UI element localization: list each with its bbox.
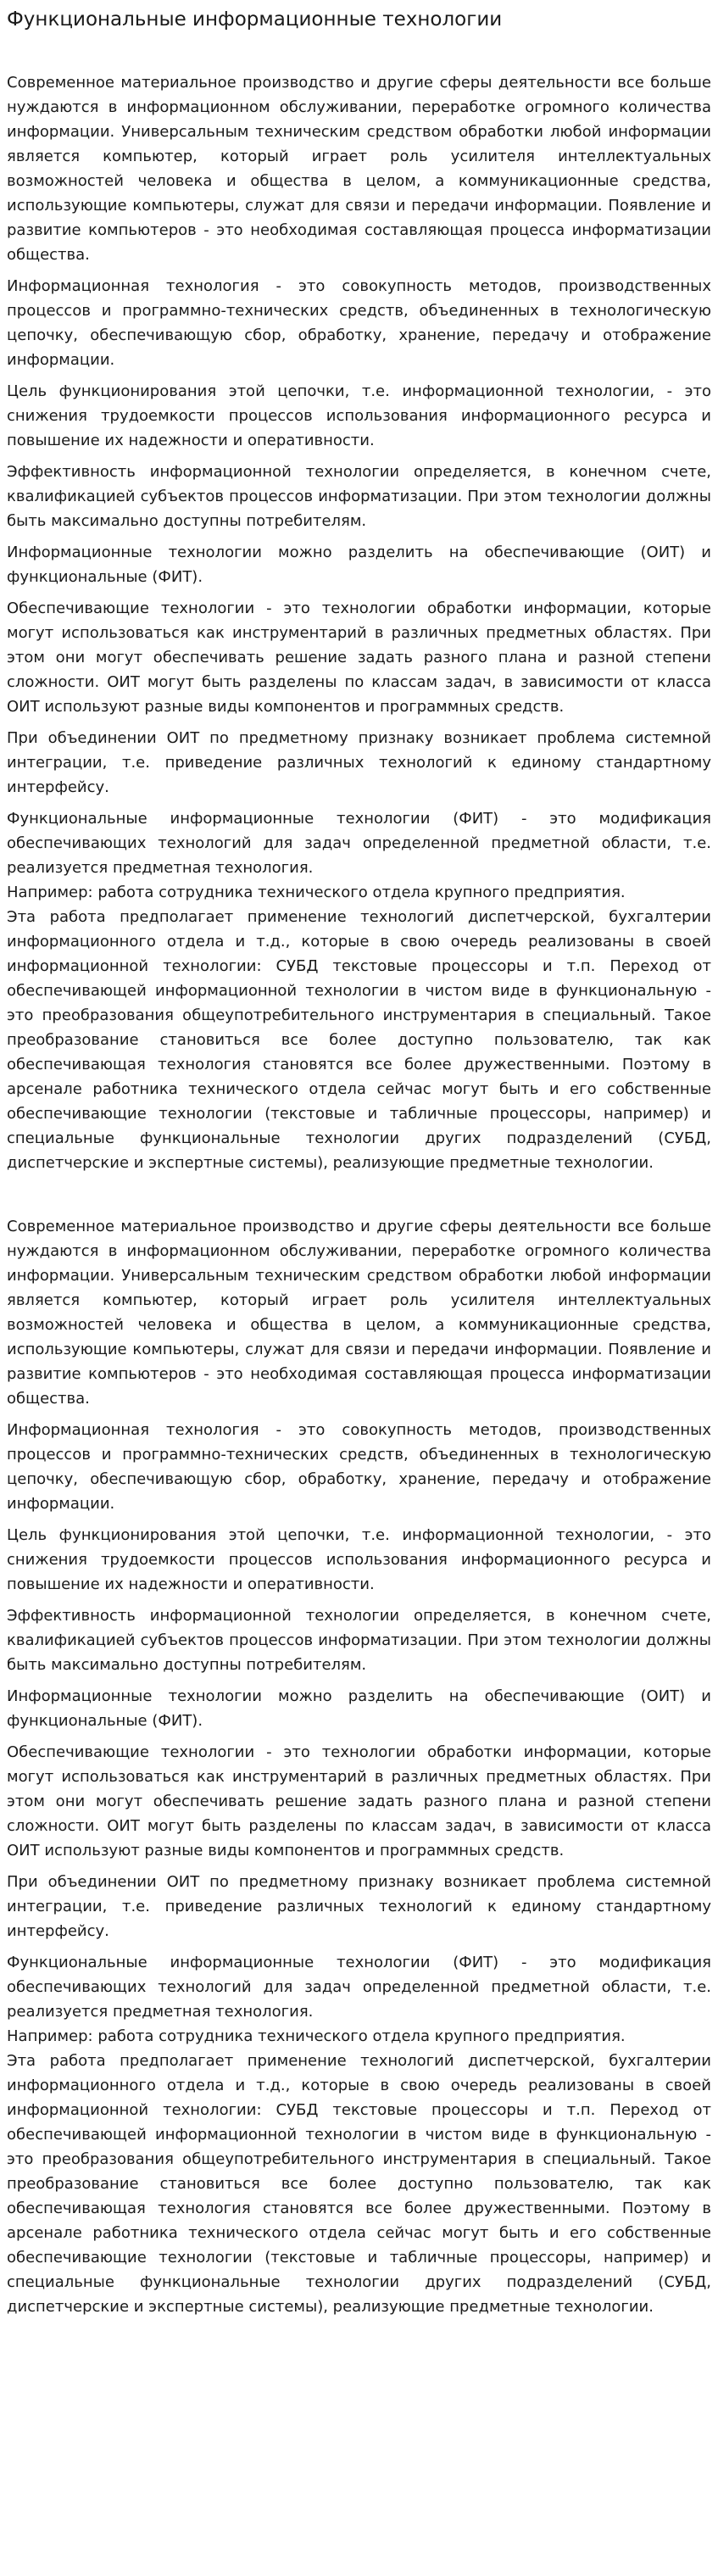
paragraph-example-details: Эта работа предполагает применение технологий диспетчерской, бухгалтерии информационного отдела и т.д., которые в свою очередь реализованы в своей информационной технологии: СУБД текстовые процессоры и т.п. Переход от обеспечивающей информационной технологии в чистом виде в функциональную - это преобразования общеупотребительного инструментария в специальный. Такое преобразование становиться все более доступно пользователю, так как обеспечивающая технология становятся все более дружественными. Поэтому в арсенале работника технического отдела сейчас могут быть и его собственные обеспечивающие технологии (текстовые и табличные процессоры, например) и специальные функциональные технологии других подразделений (СУБД, диспетчерские и экспертные системы), реализующие предметные технологии.	[7, 2052, 711, 2316]
paragraph-oit: Обеспечивающие технологии - это технологии обработки информации, которые могут использоваться как инструментарий в различных предметных областях. При этом они могут обеспечивать решение задать разного плана и разной степени сложности. ОИТ могут быть разделены по классам задач, в зависимости от класса ОИТ используют разные виды компонентов и программных средств.	[7, 599, 711, 716]
page-title: Функциональные информационные технологии	[7, 8, 503, 31]
paragraph-example-details: Эта работа предполагает применение технологий диспетчерской, бухгалтерии информационного отдела и т.д., которые в свою очередь реализованы в своей информационной технологии: СУБД текстовые процессоры и т.п. Переход от обеспечивающей информационной технологии в чистом виде в функциональную - это преобразования общеупотребительного инструментария в специальный. Такое преобразование становиться все более доступно пользователю, так как обеспечивающая технология становятся все более дружественными. Поэтому в арсенале работника технического отдела сейчас могут быть и его собственные обеспечивающие технологии (текстовые и табличные процессоры, например) и специальные функциональные технологии других подразделений (СУБД, диспетчерские и экспертные системы), реализующие предметные технологии.	[7, 908, 711, 1172]
paragraph-fit: Функциональные информационные технологии (ФИТ) - это модификация обеспечивающих технологий для задач определенной предметной области, т.е. реализуется предметная технология.	[7, 810, 711, 877]
paragraph-fit: Функциональные информационные технологии (ФИТ) - это модификация обеспечивающих технологий для задач определенной предметной области, т.е. реализуется предметная технология.	[7, 1954, 711, 2021]
paragraph-example: Например: работа сотрудника технического отдела крупного предприятия.	[7, 884, 626, 901]
paragraph-example: Например: работа сотрудника технического отдела крупного предприятия.	[7, 2027, 626, 2045]
paragraph-intro: Современное материальное производство и другие сферы деятельности все больше нуждаются в информационном обслуживании, переработке огромного количества информации. Универсальным техническим средством обработки любой информации является компьютер, который играет роль усилителя интеллектуальных возможностей человека и общества в целом, а коммуникационные средства, использующие компьютеры, служат для связи и передачи информации. Появление и развитие компьютеров - это необходимая составляющая процесса информатизации общества.	[7, 74, 711, 264]
closing-block	[7, 806, 711, 1175]
paragraph-intro: Современное материальное производство и другие сферы деятельности все больше нуждаются в информационном обслуживании, переработке огромного количества информации. Универсальным техническим средством обработки любой информации является компьютер, который играет роль усилителя интеллектуальных возможностей человека и общества в целом, а коммуникационные средства, использующие компьютеры, служат для связи и передачи информации. Появление и развитие компьютеров - это необходимая составляющая процесса информатизации общества.	[7, 1218, 711, 1408]
closing-block	[7, 1950, 711, 2319]
paragraph-efficiency: Эффективность информационной технологии определяется, в конечном счете, квалификацией субъектов процессов информатизации. При этом технологии должны быть максимально доступны потребителям.	[7, 463, 711, 530]
paragraph-goal: Цель функционирования этой цепочки, т.е. информационной технологии, - это снижения трудоемкости процессов использования информационного ресурса и повышение их надежности и оперативности.	[7, 1526, 711, 1593]
paragraph-integration: При объединении ОИТ по предметному признаку возникает проблема системной интеграции, т.е. приведение различных технологий к единому стандартному интерфейсу.	[7, 729, 711, 796]
paragraph-goal: Цель функционирования этой цепочки, т.е. информационной технологии, - это снижения трудоемкости процессов использования информационного ресурса и повышение их надежности и оперативности.	[7, 382, 711, 449]
paragraph-oit: Обеспечивающие технологии - это технологии обработки информации, которые могут использоваться как инструментарий в различных предметных областях. При этом они могут обеспечивать решение задать разного плана и разной степени сложности. ОИТ могут быть разделены по классам задач, в зависимости от класса ОИТ используют разные виды компонентов и программных средств.	[7, 1743, 711, 1860]
article-section-1	[7, 70, 711, 1175]
article-section-2	[7, 1214, 711, 2319]
paragraph-classification: Информационные технологии можно разделить на обеспечивающие (ОИТ) и функциональные (ФИТ).	[7, 544, 711, 586]
paragraph-integration: При объединении ОИТ по предметному признаку возникает проблема системной интеграции, т.е. приведение различных технологий к единому стандартному интерфейсу.	[7, 1873, 711, 1940]
paragraph-definition: Информационная технология - это совокупность методов, производственных процессов и программно-технических средств, объединенных в технологическую цепочку, обеспечивающую сбор, обработку, хранение, передачу и отображение информации.	[7, 277, 711, 369]
paragraph-efficiency: Эффективность информационной технологии определяется, в конечном счете, квалификацией субъектов процессов информатизации. При этом технологии должны быть максимально доступны потребителям.	[7, 1607, 711, 1674]
paragraph-definition: Информационная технология - это совокупность методов, производственных процессов и программно-технических средств, объединенных в технологическую цепочку, обеспечивающую сбор, обработку, хранение, передачу и отображение информации.	[7, 1421, 711, 1513]
paragraph-classification: Информационные технологии можно разделить на обеспечивающие (ОИТ) и функциональные (ФИТ).	[7, 1687, 711, 1730]
